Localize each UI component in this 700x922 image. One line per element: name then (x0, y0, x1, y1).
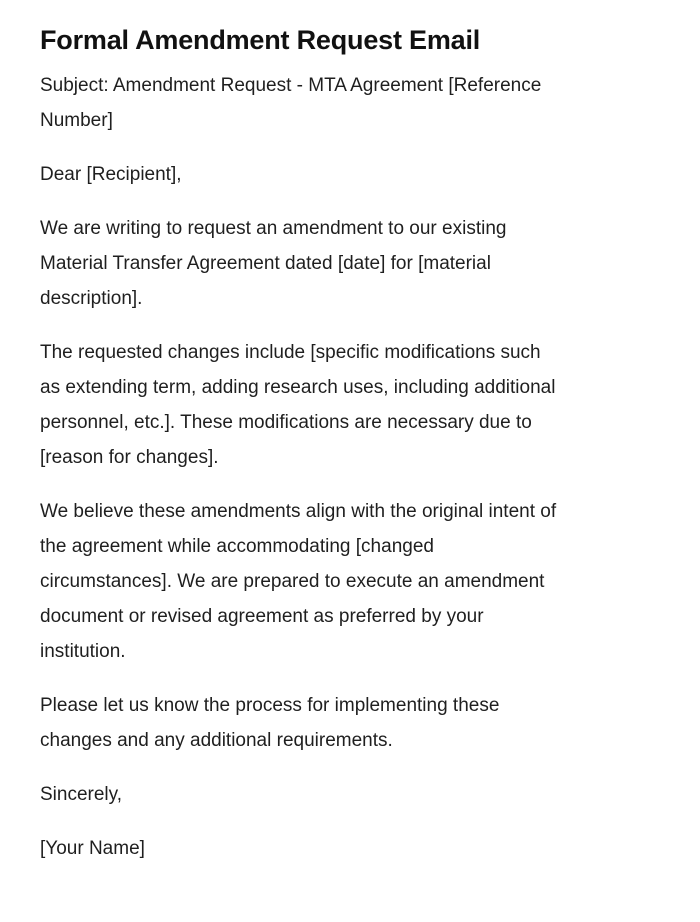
paragraph (40, 157, 660, 192)
paragraph-line: as extending term, adding research uses, including additional (40, 377, 556, 399)
paragraph-line: Sincerely, (40, 784, 123, 806)
paragraph-line: circumstances]. We are prepared to execute an amendment (40, 571, 545, 593)
page-title: Formal Amendment Request Email (40, 25, 481, 55)
paragraph-line: changes and any additional requirements. (40, 730, 393, 752)
paragraph (40, 777, 660, 812)
paragraph (40, 494, 660, 669)
paragraph-line: Subject: Amendment Request - MTA Agreement [Reference (40, 75, 542, 97)
paragraph-line: Please let us know the process for implementing these (40, 695, 500, 717)
paragraph-line: [Your Name] (40, 838, 145, 860)
paragraph (40, 831, 660, 866)
paragraph (40, 335, 660, 475)
paragraph-line: personnel, etc.]. These modifications are necessary due to (40, 412, 532, 434)
paragraph-line: document or revised agreement as preferred by your (40, 606, 484, 628)
paragraph-line: Material Transfer Agreement dated [date] for [material (40, 253, 491, 275)
email-body (40, 68, 660, 866)
paragraph-line: We are writing to request an amendment to our existing (40, 218, 507, 240)
paragraph (40, 211, 660, 316)
paragraph-line: description]. (40, 288, 143, 310)
paragraph (40, 688, 660, 758)
paragraph-line: Dear [Recipient], (40, 164, 182, 186)
paragraph-line: The requested changes include [specific modifications such (40, 342, 541, 364)
paragraph-line: Number] (40, 110, 113, 132)
paragraph-line: the agreement while accommodating [changed (40, 536, 434, 558)
paragraph-line: institution. (40, 641, 126, 663)
paragraph (40, 68, 660, 138)
paragraph-line: [reason for changes]. (40, 447, 219, 469)
paragraph-line: We believe these amendments align with the original intent of (40, 501, 557, 523)
